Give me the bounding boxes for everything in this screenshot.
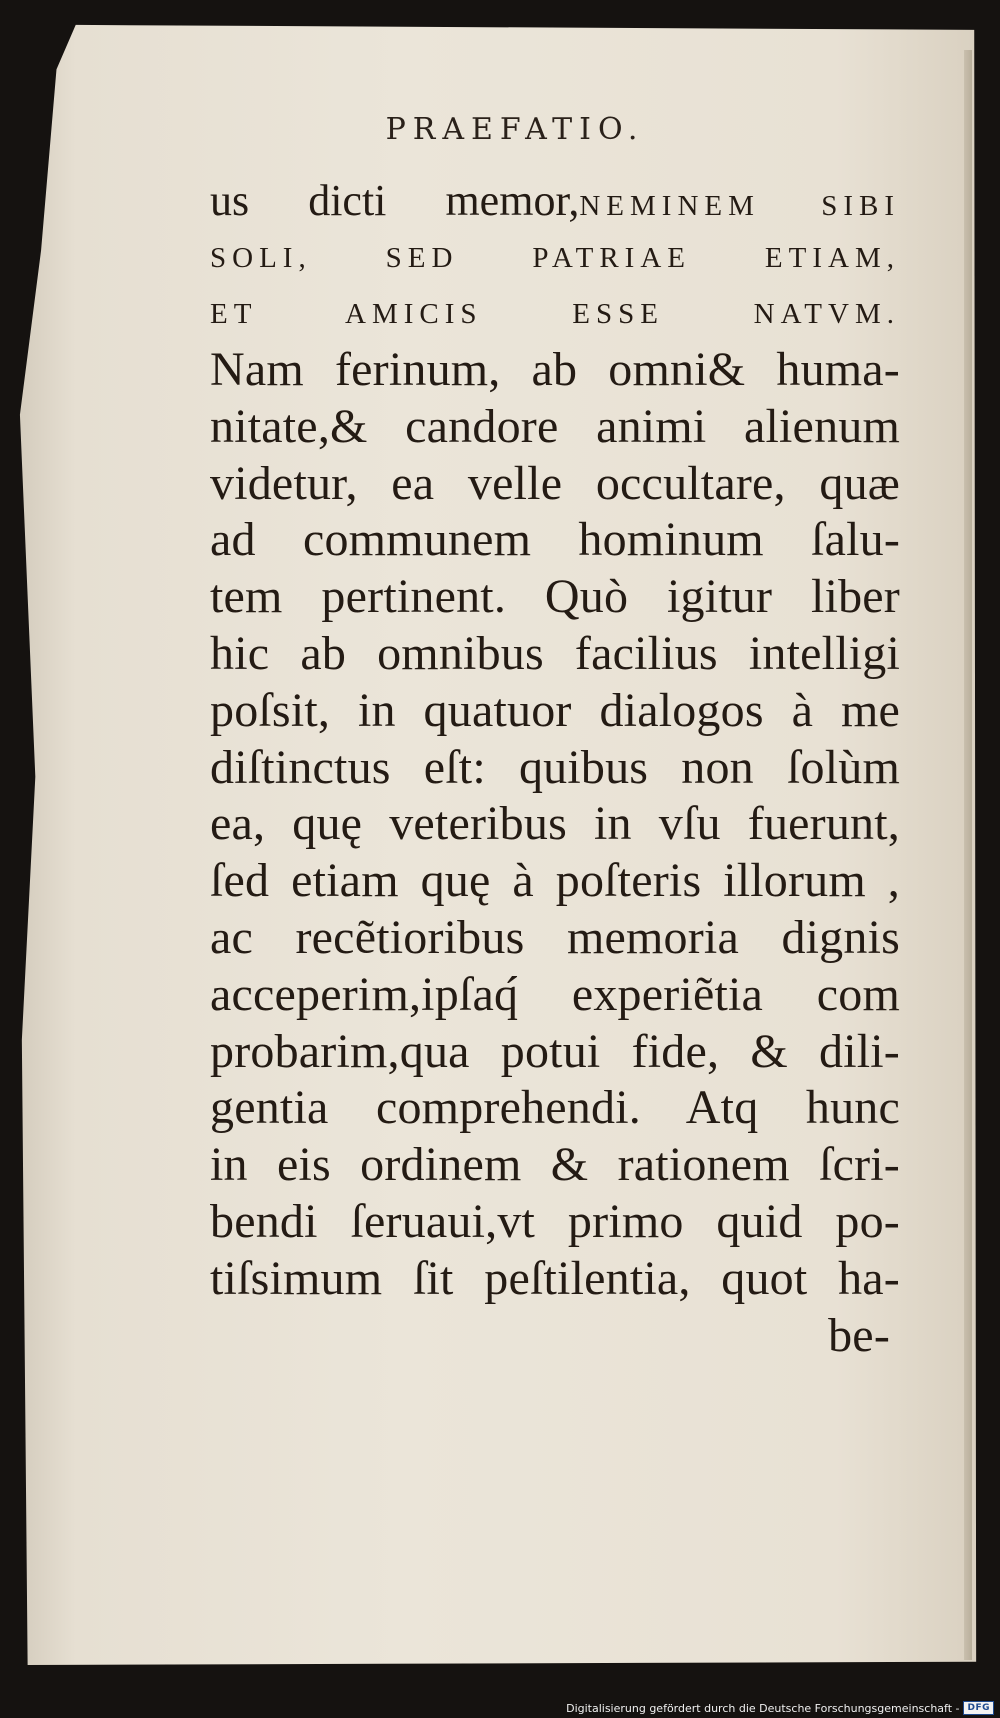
text-line: probarim,qua potui fide, & dili- [210,1024,900,1078]
text-block [210,172,900,1364]
running-header [0,112,1000,147]
text-line: acceperim,ipſaq́ experiẽtia com [210,967,900,1021]
caps-line: SOLI, SED PATRIAE ETIAM, [210,242,900,274]
text-line: hic ab omnibus facilius intelligi [210,626,900,680]
text-line: videtur, ea velle occultare, quæ [210,456,900,510]
digitization-credit [566,1700,994,1716]
catchword: be- [828,1308,890,1362]
text-line-lower: us dicti memor, [210,176,580,225]
text-line: ad communem hominum ſalu- [210,513,900,567]
text-line-caps: NEMINEM SIBI [579,190,900,222]
text-line: ſed etiam quę à poſteris illorum , [210,854,900,908]
text-line: gentia comprehendi. Atq hunc [210,1081,900,1135]
text-line [210,172,900,230]
text-line: poſsit, in quatuor dialogos à me [210,683,900,737]
text-line: tiſsimum ſit peſtilentia, quot ha- [210,1251,900,1305]
text-line: ac recẽtioribus memoria dignis [210,910,900,964]
dfg-logo: DFG [963,1701,994,1715]
text-line: in eis ordinem & rationem ſcri- [210,1138,900,1192]
text-line: Nam ferinum, ab omni& huma- [210,343,900,396]
text-line: ea, quę veteribus in vſu fuerunt, [210,797,900,851]
text-line: bendi ſeruaui,vt primo quid po- [210,1194,900,1248]
credit-text: Digitalisierung gefördert durch die Deutsche Forschungsgemeinschaft - [566,1701,960,1715]
page-edge [964,50,972,1660]
caps-line: ET AMICIS ESSE NATVM. [210,298,900,330]
text-line: diſtinctus eſt: quibus non ſolùm [210,740,900,794]
text-line: nitate,& candore animi alienum [210,399,900,453]
header-title: PRAEFATIO. [385,112,645,147]
text-line: tem pertinent. Quò igitur liber [210,570,900,624]
